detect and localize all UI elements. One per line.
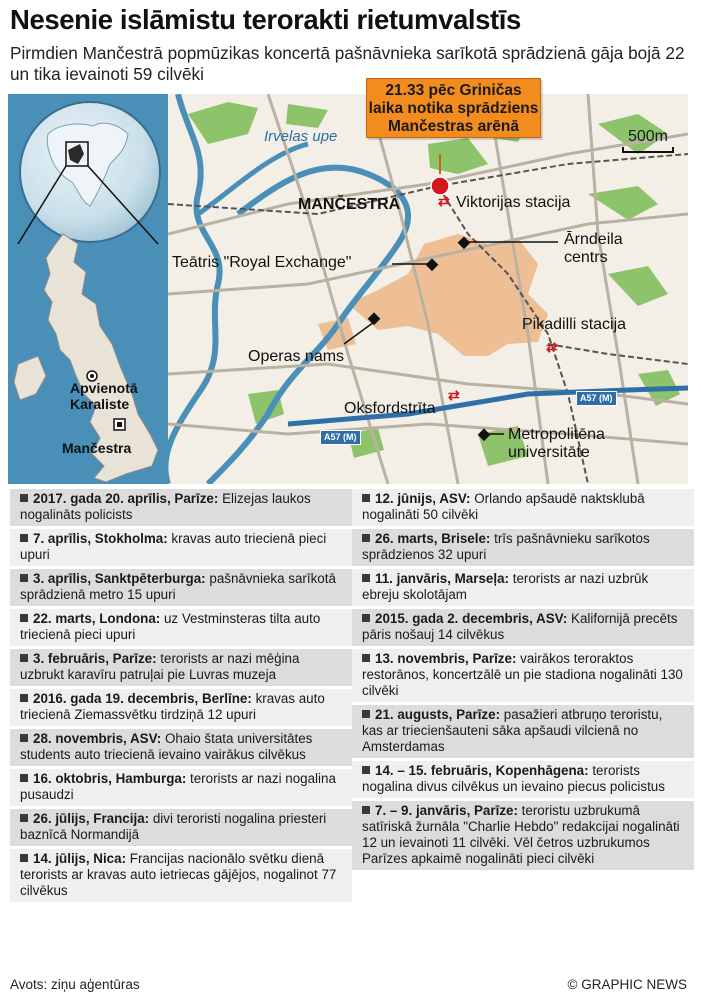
label-pikadilli: Pikadilli stacija — [522, 316, 627, 333]
event-item — [352, 798, 694, 870]
event-body: trīs pašnāvnieku sarīkotos sprādzienos 32 upuri — [362, 531, 650, 562]
event-item — [10, 606, 352, 646]
event-head: 21. augusts, Parīze: — [375, 707, 501, 722]
event-head: 7. – 9. janvāris, Parīze: — [375, 803, 518, 818]
bullet-square-icon — [362, 614, 370, 622]
bullet-square-icon — [20, 494, 28, 502]
event-head: 7. aprīlis, Stokholma: — [33, 531, 168, 546]
event-head: 28. novembris, ASV: — [33, 731, 162, 746]
bullet-square-icon — [362, 574, 370, 582]
event-head: 2017. gada 20. aprīlis, Parīze: — [33, 491, 219, 506]
city-centre-area — [348, 234, 548, 356]
event-item — [352, 486, 694, 526]
event-head: 13. novembris, Parīze: — [375, 651, 517, 666]
label-metropolitena: Metropolitēna universitāte — [508, 426, 605, 461]
bullet-square-icon — [362, 494, 370, 502]
scale-label: 500m — [627, 128, 669, 145]
locator-svg — [8, 94, 168, 484]
event-item — [10, 526, 352, 566]
event-item — [10, 646, 352, 686]
event-body: pasažieri atbruņo teroristu, kas ar triecienšauteni sāka apšaudi vilcienā no Amsterdamas — [362, 707, 663, 754]
label-arndeila: Ārndeila centrs — [564, 231, 623, 266]
event-item — [352, 606, 694, 646]
event-head: 3. aprīlis, Sanktpēterburga: — [33, 571, 206, 586]
event-body: uz Vestminsteras tilta auto triecienā pieci upuri — [20, 611, 321, 642]
event-body: divi teroristi nogalina priesteri baznīcā Normandijā — [20, 811, 327, 842]
event-item — [352, 758, 694, 798]
event-item — [10, 726, 352, 766]
city-label: MANČESTRA — [298, 196, 401, 213]
events-right-column — [352, 486, 694, 870]
event-head: 2015. gada 2. decembris, ASV: — [375, 611, 568, 626]
event-item — [10, 486, 352, 526]
bullet-square-icon — [20, 734, 28, 742]
bullet-square-icon — [20, 614, 28, 622]
page-subtitle: Pirmdien Mančestrā popmūzikas koncertā pašnāvnieka sarīkotā sprādzienā gāja bojā 22 un tika ievainoti 59 cilvēki — [10, 43, 685, 84]
bullet-square-icon — [20, 574, 28, 582]
bullet-square-icon — [362, 534, 370, 542]
event-item — [352, 526, 694, 566]
svg-text:⇄: ⇄ — [448, 387, 460, 403]
bullet-square-icon — [362, 710, 370, 718]
event-body: teroristu uzbrukumā satīriskā žurnāla "Charlie Hebdo" redakcijai nogalināti 12 un ievainoti 11 cilvēki. Vēl četros uzbrukumos Parīzes apkaimē nogalināti pieci cilvēki — [362, 803, 680, 866]
event-head: 16. oktobris, Hamburga: — [33, 771, 187, 786]
label-viktorija: Viktorijas stacija — [456, 194, 571, 211]
event-item — [10, 566, 352, 606]
event-head: 11. janvāris, Marseļa: — [375, 571, 509, 586]
event-body: kravas auto triecienā pieci upuri — [20, 531, 327, 562]
label-oksford: Oksfordstrīta — [344, 400, 436, 417]
ireland-shape — [14, 356, 46, 400]
event-item — [10, 846, 352, 902]
event-body: Kalifornijā precēts pāris nošauj 14 cilvēkus — [362, 611, 678, 642]
event-body: Elizejas laukos nogalināts policists — [20, 491, 311, 522]
event-item — [10, 686, 352, 726]
label-operas: Operas nams — [248, 348, 345, 365]
credit-note: © GRAPHIC NEWS — [567, 977, 687, 992]
event-item — [352, 702, 694, 758]
event-body: terorists ar nazi nogalina pusaudzi — [20, 771, 336, 802]
scale-bar — [622, 128, 674, 153]
event-head: 2016. gada 19. decembris, Berlīne: — [33, 691, 252, 706]
bullet-square-icon — [20, 694, 28, 702]
event-head: 12. jūnijs, ASV: — [375, 491, 471, 506]
event-item — [10, 806, 352, 846]
event-head: 26. marts, Brisele: — [375, 531, 491, 546]
page-title: Nesenie islāmistu terorakti rietumvalstīs — [10, 4, 521, 35]
explosion-callout: 21.33 pēc Griničas laika notika sprādziens Mančestras arēnā — [366, 78, 541, 138]
event-head: 14. jūlijs, Nica: — [33, 851, 127, 866]
event-item — [352, 646, 694, 702]
event-body: terorists ar nazi uzbrūk ebreju skolotājam — [362, 571, 649, 602]
event-body: Ohaio štata universitātes students auto triecienā ievaino vairākus cilvēkus — [20, 731, 313, 762]
events-left-column — [10, 486, 352, 902]
event-body: pašnāvnieka sarīkotā sprādzienā metro 15 upuri — [20, 571, 336, 602]
road-sign-a57-east: A57 (M) — [576, 391, 617, 406]
event-item — [352, 566, 694, 606]
bullet-square-icon — [362, 654, 370, 662]
scale-line — [622, 147, 674, 153]
bullet-square-icon — [20, 814, 28, 822]
road-sign-a57-west: A57 (M) — [320, 430, 361, 445]
event-body: Francijas nacionālo svētku dienā terorists ar kravas auto ietriecas gājējos, nogalinot 77 cilvēkus — [20, 851, 337, 898]
svg-text:⇄: ⇄ — [438, 193, 450, 209]
event-body: terorists ar nazi mēģina uzbrukt karavīru patruļai pie Luvras muzeja — [20, 651, 300, 682]
river-label: Irvelas upe — [264, 128, 338, 145]
bullet-square-icon — [20, 654, 28, 662]
event-body: kravas auto triecienā Ziemassvētku tirdziņā 12 upuri — [20, 691, 325, 722]
event-item — [10, 766, 352, 806]
svg-text:⇄: ⇄ — [546, 339, 558, 355]
event-body: Orlando apšaudē naktsklubā nogalināti 50 cilvēki — [362, 491, 645, 522]
city-map — [168, 94, 688, 484]
source-note: Avots: ziņu aģentūras — [10, 977, 140, 992]
uk-label: Apvienotā Karaliste — [70, 380, 138, 412]
locator-panel — [8, 94, 168, 484]
manchester-label: Mančestra — [62, 440, 132, 456]
bullet-square-icon — [362, 766, 370, 774]
event-head: 22. marts, Londona: — [33, 611, 161, 626]
bullet-square-icon — [20, 774, 28, 782]
event-head: 3. februāris, Parīze: — [33, 651, 157, 666]
event-body: terorists nogalina divus cilvēkus un ievaino piecus policistus — [362, 763, 665, 794]
bullet-square-icon — [20, 854, 28, 862]
bullet-square-icon — [362, 806, 370, 814]
event-head: 26. jūlijs, Francija: — [33, 811, 150, 826]
event-head: 14. – 15. februāris, Kopenhāgena: — [375, 763, 589, 778]
bullet-square-icon — [20, 534, 28, 542]
label-royal-exchange: Teātris "Royal Exchange" — [172, 254, 352, 271]
event-body: vairākos teroraktos restorānos, koncertzālē un pie stadiona nogalināti 130 cilvēki — [362, 651, 683, 698]
